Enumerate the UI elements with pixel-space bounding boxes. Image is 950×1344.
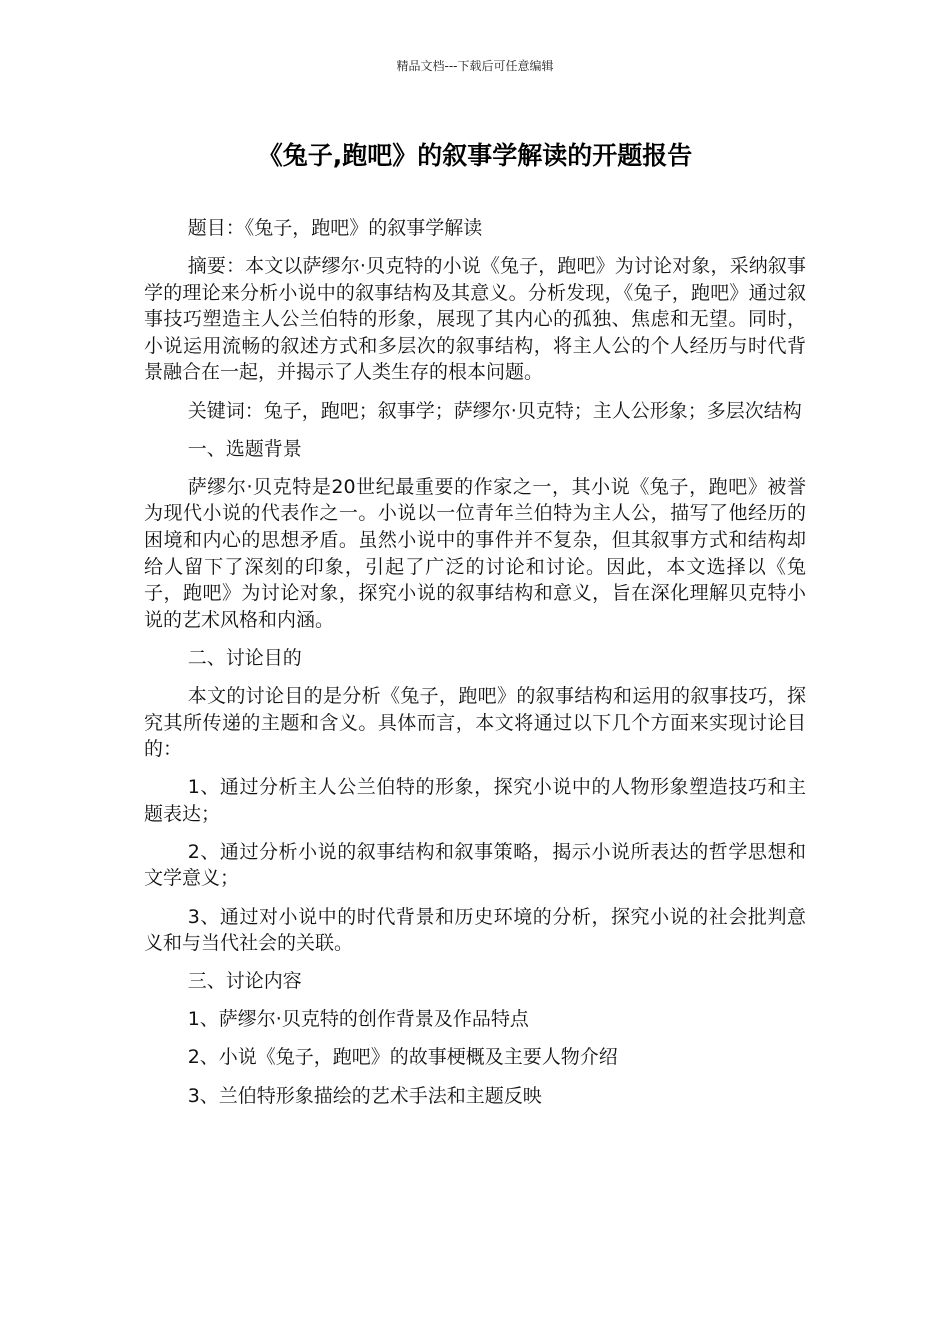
purpose-item-2: 2、通过分析小说的叙事结构和叙事策略，揭示小说所表达的哲学思想和文学意义； (144, 840, 806, 890)
section-heading-background: 一、选题背景 (187, 437, 302, 460)
keywords-paragraph: 关键词：兔子，跑吧；叙事学；萨缪尔·贝克特；主人公形象；多层次结构 (187, 399, 802, 422)
page-header: 精品文档---下载后可任意编辑 (396, 59, 554, 73)
content-item-2: 2、小说《兔子，跑吧》的故事梗概及主要人物介绍 (187, 1046, 618, 1069)
section-heading-purpose: 二、讨论目的 (187, 646, 302, 669)
document-title: 《兔子,跑吧》的叙事学解读的开题报告 (257, 141, 693, 170)
abstract-paragraph: 摘要：本文以萨缪尔·贝克特的小说《兔子，跑吧》为讨论对象，采纳叙事学的理论来分析小说中的叙事结构及其意义。分析发现，《兔子，跑吧》通过叙事技巧塑造主人公兰伯特的形象，展现了其内心的孤独、焦虑和无望。同时，小说运用流畅的叙述方式和多层次的叙事结构，将主人公的个人经历与时代背景融合在一起，并揭示了人类生存的根本问题。 (144, 255, 806, 384)
document-body (144, 215, 806, 1121)
purpose-item-1: 1、通过分析主人公兰伯特的形象，探究小说中的人物形象塑造技巧和主题表达； (144, 776, 806, 825)
background-paragraph: 萨缪尔·贝克特是20世纪最重要的作家之一，其小说《兔子，跑吧》被誉为现代小说的代表作之一。小说以一位青年兰伯特为主人公，描写了他经历的困境和内心的思想矛盾。虽然小说中的事件并不复杂，但其叙事方式和结构却给人留下了深刻的印象，引起了广泛的讨论和讨论。因此，本文选择以《兔子，跑吧》为讨论对象，探究小说的叙事结构和意义，旨在深化理解贝克特小说的艺术风格和内涵。 (144, 475, 806, 631)
purpose-paragraph: 本文的讨论目的是分析《兔子，跑吧》的叙事结构和运用的叙事技巧，探究其所传递的主题和含义。具体而言，本文将通过以下几个方面来实现讨论目的： (144, 684, 806, 761)
content-item-3: 3、兰伯特形象描绘的艺术手法和主题反映 (187, 1084, 542, 1107)
content-item-1: 1、萨缪尔·贝克特的创作背景及作品特点 (187, 1008, 529, 1031)
purpose-item-3: 3、通过对小说中的时代背景和历史环境的分析，探究小说的社会批判意义和与当代社会的关联。 (144, 905, 806, 955)
section-heading-content: 三、讨论内容 (187, 970, 302, 993)
topic-line: 题目：《兔子，跑吧》的叙事学解读 (187, 217, 483, 239)
